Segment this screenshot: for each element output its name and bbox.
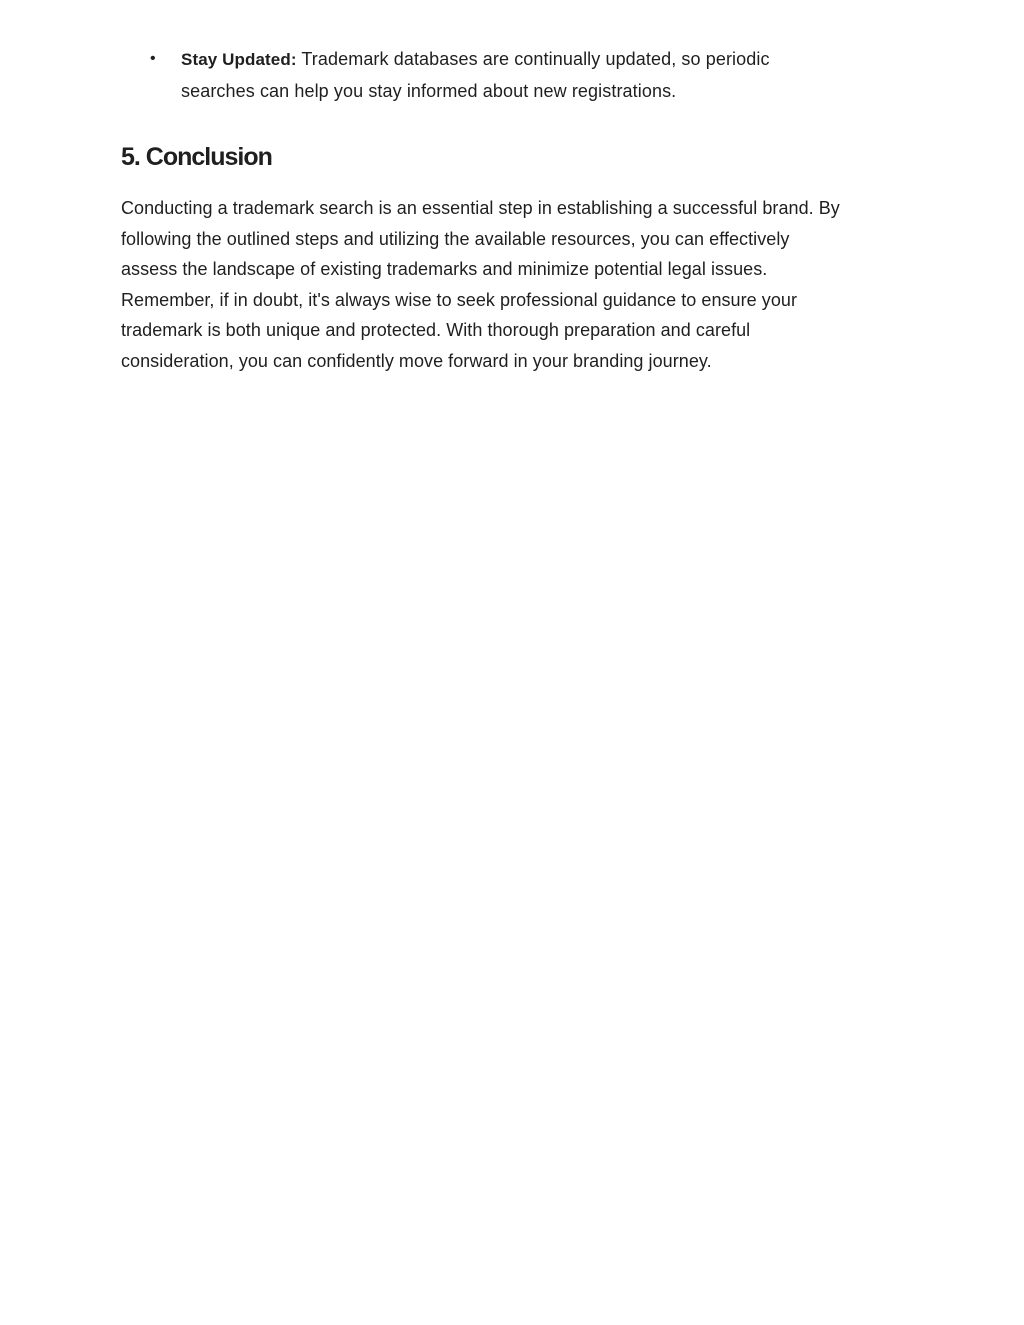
section-heading: 5. Conclusion: [121, 143, 272, 171]
paragraph-line: trademark is both unique and protected. With thorough preparation and careful: [121, 320, 751, 340]
bullet-list: [150, 44, 850, 106]
paragraph-line: assess the landscape of existing trademarks and minimize potential legal issues.: [121, 259, 768, 279]
bullet-text-line-2: searches can help you stay informed about new registrations.: [181, 80, 677, 101]
paragraph-line: Conducting a trademark search is an essential step in establishing a successful brand. By: [121, 198, 840, 218]
paragraph-line: following the outlined steps and utilizing the available resources, you can effectively: [121, 228, 790, 249]
bullet-text-line-1: Trademark databases are continually updated, so periodic: [301, 49, 770, 69]
bullet-icon: •: [150, 50, 156, 67]
paragraph-line: consideration, you can confidently move forward in your branding journey.: [121, 350, 712, 371]
conclusion-paragraph: [121, 193, 911, 376]
list-item: [150, 44, 850, 106]
paragraph-line: Remember, if in doubt, it's always wise to seek professional guidance to ensure your: [121, 289, 797, 310]
bullet-term: Stay Updated:: [181, 50, 297, 69]
